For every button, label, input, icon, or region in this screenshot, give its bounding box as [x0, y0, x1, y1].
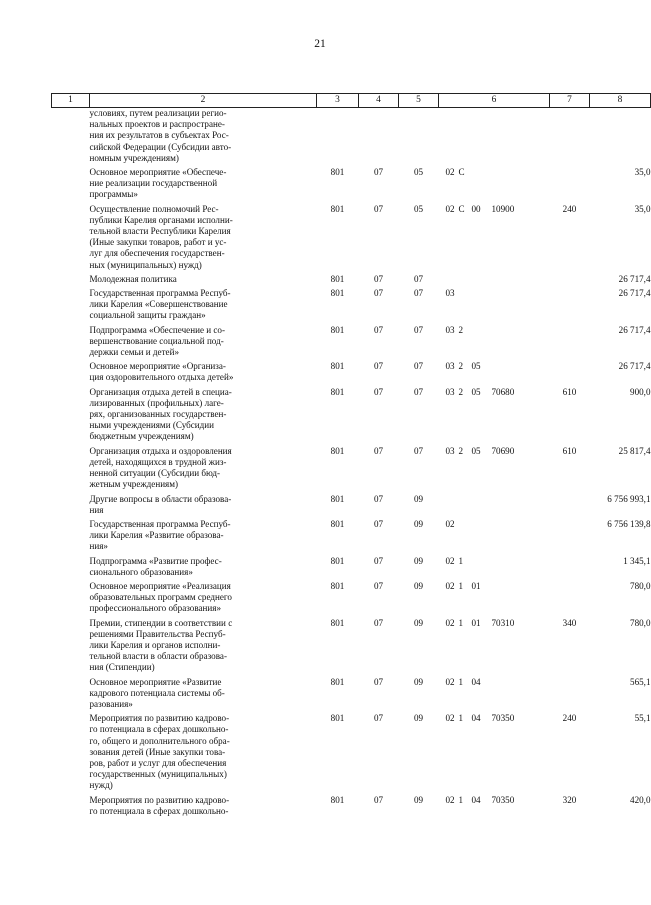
row-index-cell [52, 713, 90, 794]
csr-program: 02 [445, 580, 455, 591]
row-vr: 340 [562, 617, 577, 628]
row-name: Государственная программа Респуб- лики Карелия «Совершенствование социальной защиты граждан» [89, 288, 231, 321]
row-vr [550, 361, 590, 386]
csr-subprogram [459, 288, 472, 299]
row-sum: 35,0 [634, 203, 651, 214]
csr-code [439, 387, 550, 398]
table-row [52, 494, 651, 519]
table-row [52, 288, 651, 325]
budget-table [51, 93, 651, 820]
csr-measure: 04 [471, 713, 481, 724]
csr-measure: 00 [471, 203, 481, 214]
row-ved: 801 [330, 555, 345, 566]
csr-code [439, 204, 550, 215]
row-pr: 09 [413, 580, 424, 591]
row-sum: 6 756 139,8 [607, 518, 651, 529]
table-row [52, 387, 651, 446]
row-ved: 801 [330, 676, 345, 687]
csr-subprogram: 2 [458, 386, 464, 397]
csr-subprogram: 1 [458, 580, 464, 591]
row-sum: 6 756 993,1 [607, 493, 651, 504]
csr-code [439, 713, 550, 724]
table-row [52, 274, 651, 288]
row-ved [317, 108, 359, 168]
row-index-cell [52, 274, 90, 288]
table-row [52, 361, 651, 386]
row-rz: 07 [373, 386, 384, 397]
table-row [52, 167, 651, 204]
row-rz: 07 [373, 203, 384, 214]
csr-measure [472, 556, 492, 567]
table-row [52, 618, 651, 677]
row-csr [439, 581, 550, 618]
row-name: Мероприятия по развитию кадрово- го потенциала в сферах дошкольно- го, общего и дополнительного обра- зования детей (Иные закупки това- ров, работ и услуг для обеспечения государственных (муниципальных) нужд) [89, 713, 230, 791]
row-pr: 09 [413, 617, 424, 628]
row-sum: 26 717,4 [618, 361, 651, 372]
table-row [52, 795, 651, 820]
csr-code [439, 325, 550, 336]
row-csr [439, 677, 550, 714]
row-index-cell [52, 795, 90, 820]
table-row [52, 581, 651, 618]
row-ved: 801 [330, 617, 345, 628]
row-ved: 801 [330, 273, 345, 284]
csr-program: 03 [445, 324, 455, 335]
csr-program: 02 [445, 555, 455, 566]
row-rz: 07 [373, 676, 384, 687]
row-index-cell [52, 581, 90, 618]
row-sum: 35,0 [634, 167, 651, 178]
row-ved: 801 [330, 167, 345, 178]
row-rz: 07 [373, 493, 384, 504]
row-sum: 420,0 [630, 794, 651, 805]
csr-code [439, 446, 550, 457]
row-name: Основное мероприятие «Развитие кадрового потенциала системы об- разования» [89, 676, 225, 709]
csr-subprogram: С [458, 203, 465, 214]
row-ved: 801 [330, 713, 345, 724]
csr-subprogram: 1 [458, 713, 464, 724]
row-index-cell [52, 108, 90, 168]
csr-direction [492, 167, 526, 178]
csr-program: 02 [445, 676, 455, 687]
table-row [52, 677, 651, 714]
row-sum: 26 717,4 [618, 273, 651, 284]
row-ved: 801 [330, 288, 345, 299]
row-rz: 07 [373, 555, 384, 566]
row-rz: 07 [373, 288, 384, 299]
row-vr [550, 325, 590, 362]
csr-code [439, 795, 550, 806]
row-ved: 801 [330, 580, 345, 591]
csr-direction: 70310 [491, 617, 515, 628]
csr-subprogram [459, 519, 472, 530]
row-name: условиях, путем реализации регио- нальных проектов и распростране- ния их результатов в субъектах Рос- сийской Федерации (Субсидии авто- номным учреждениям) [89, 108, 232, 163]
csr-measure: 04 [471, 676, 481, 687]
row-rz: 07 [373, 794, 384, 805]
table-row [52, 556, 651, 581]
csr-program: 03 [445, 445, 455, 456]
table-body [52, 108, 651, 820]
row-name: Молодежная политика [89, 273, 177, 284]
row-pr: 09 [413, 794, 424, 805]
csr-subprogram: С [458, 167, 465, 178]
row-csr [439, 108, 550, 168]
row-vr: 610 [562, 445, 577, 456]
row-index-cell [52, 446, 90, 494]
row-pr: 09 [413, 676, 424, 687]
row-rz: 07 [373, 273, 384, 284]
csr-direction: 10900 [491, 203, 515, 214]
row-index-cell [52, 519, 90, 556]
row-pr: 07 [413, 361, 424, 372]
csr-code [439, 677, 550, 688]
csr-subprogram: 1 [458, 794, 464, 805]
csr-measure [472, 288, 492, 299]
row-pr: 07 [413, 445, 424, 456]
table-row [52, 446, 651, 494]
row-pr: 07 [413, 288, 424, 299]
csr-program: 02 [445, 167, 455, 178]
row-index-cell [52, 494, 90, 519]
row-ved: 801 [330, 324, 345, 335]
row-csr [439, 274, 550, 288]
row-index-cell [52, 361, 90, 386]
csr-code [439, 288, 550, 299]
row-ved: 801 [330, 794, 345, 805]
csr-subprogram: 1 [458, 617, 464, 628]
csr-measure: 05 [471, 361, 481, 372]
row-csr [439, 387, 550, 446]
row-vr [550, 581, 590, 618]
row-pr: 09 [413, 713, 424, 724]
row-pr: 09 [413, 518, 424, 529]
csr-measure: 05 [471, 445, 481, 456]
row-sum: 26 717,4 [618, 324, 651, 335]
header-col-6: 6 [439, 94, 550, 108]
csr-subprogram: 2 [458, 324, 464, 335]
row-index-cell [52, 325, 90, 362]
csr-direction [492, 325, 526, 336]
row-name: Основное мероприятие «Обеспече- ние реализации государственной программы» [89, 167, 227, 200]
row-vr [550, 677, 590, 714]
table-row [52, 519, 651, 556]
row-name: Подпрограмма «Обеспечение и со- вершенствование социальной под- держки семьи и детей» [89, 324, 226, 358]
table-header-row [52, 94, 651, 108]
csr-measure: 01 [471, 580, 481, 591]
csr-direction [492, 288, 526, 299]
row-csr [439, 167, 550, 204]
row-name: Организация отдыха и оздоровления детей, находящихся в трудной жиз- ненной ситуации (Субсидии бюд- жетным учреждениям) [89, 445, 232, 490]
row-pr: 07 [413, 273, 424, 284]
csr-program: 02 [445, 794, 455, 805]
row-csr [439, 446, 550, 494]
row-vr [550, 556, 590, 581]
row-pr: 09 [413, 555, 424, 566]
row-rz: 07 [373, 580, 384, 591]
csr-subprogram: 2 [458, 445, 464, 456]
row-sum [590, 108, 651, 168]
row-pr [399, 108, 439, 168]
csr-program: 02 [445, 617, 455, 628]
row-ved: 801 [330, 203, 345, 214]
row-ved: 801 [330, 493, 345, 504]
row-csr [439, 361, 550, 386]
row-vr: 320 [562, 794, 577, 805]
header-col-5: 5 [399, 94, 439, 108]
row-vr [550, 274, 590, 288]
table-row [52, 204, 651, 274]
row-name: Подпрограмма «Развитие профес- сионального образования» [89, 555, 222, 577]
row-name: Премии, стипендии в соответствии с решениями Правительства Респуб- лики Карелия и органов исполни- тельной власти в области образова- ния (Стипендии) [89, 617, 233, 673]
header-col-1: 1 [52, 94, 90, 108]
row-sum: 780,0 [630, 617, 651, 628]
csr-direction [492, 677, 526, 688]
row-name: Основное мероприятие «Реализация образовательных программ среднего профессионального образования» [89, 580, 232, 614]
row-csr [439, 204, 550, 274]
csr-code [439, 581, 550, 592]
row-name: Осуществление полномочий Рес- публики Карелия органами исполни- тельной власти Республики Карелия (Иные закупки товаров, работ и ус- луг для обеспечения государствен- ных (муниципальных) нужд) [89, 203, 233, 270]
header-col-7: 7 [550, 94, 590, 108]
row-vr [550, 288, 590, 325]
row-sum: 25 817,4 [618, 445, 651, 456]
csr-code [439, 167, 550, 178]
row-ved: 801 [330, 518, 345, 529]
row-index-cell [52, 556, 90, 581]
row-vr [550, 167, 590, 204]
header-col-8: 8 [590, 94, 651, 108]
row-name: Мероприятия по развитию кадрово- го потенциала в сферах дошкольно- [89, 794, 230, 816]
csr-direction [492, 556, 526, 567]
csr-direction: 70350 [491, 713, 515, 724]
row-sum: 55,1 [634, 713, 651, 724]
csr-code [439, 618, 550, 629]
row-index-cell [52, 387, 90, 446]
row-name: Основное мероприятие «Организа- ция оздоровительного отдыха детей» [89, 361, 234, 383]
row-ved: 801 [330, 445, 345, 456]
table-row [52, 713, 651, 794]
row-vr: 240 [562, 713, 577, 724]
csr-subprogram: 1 [458, 555, 464, 566]
csr-program: 03 [445, 386, 455, 397]
row-vr: 240 [562, 203, 577, 214]
csr-measure [472, 519, 492, 530]
row-pr: 09 [413, 493, 424, 504]
csr-measure: 05 [471, 386, 481, 397]
csr-measure [472, 167, 492, 178]
table-row [52, 325, 651, 362]
row-csr [439, 494, 550, 519]
row-sum: 26 717,4 [618, 288, 651, 299]
csr-direction: 70680 [491, 386, 515, 397]
csr-measure: 01 [471, 617, 481, 628]
csr-direction: 70690 [491, 445, 515, 456]
row-sum: 565,1 [630, 676, 651, 687]
row-rz: 07 [373, 445, 384, 456]
page-number: 21 [314, 38, 326, 50]
csr-measure: 04 [471, 794, 481, 805]
row-rz: 07 [373, 361, 384, 372]
csr-direction [492, 519, 526, 530]
csr-direction [492, 361, 526, 372]
row-index-cell [52, 167, 90, 204]
row-rz: 07 [373, 713, 384, 724]
row-name: Государственная программа Респуб- лики Карелия «Развитие образова- ния» [89, 518, 231, 552]
row-csr [439, 618, 550, 677]
row-pr: 07 [413, 386, 424, 397]
row-vr [550, 519, 590, 556]
csr-subprogram: 1 [458, 676, 464, 687]
csr-code [439, 361, 550, 372]
row-vr: 610 [562, 386, 577, 397]
csr-code [439, 519, 550, 530]
row-csr [439, 556, 550, 581]
csr-code [439, 556, 550, 567]
csr-measure [472, 325, 492, 336]
row-index-cell [52, 677, 90, 714]
header-col-3: 3 [317, 94, 359, 108]
header-col-4: 4 [359, 94, 399, 108]
csr-program: 03 [445, 361, 455, 372]
csr-subprogram: 2 [458, 361, 464, 372]
row-rz: 07 [373, 617, 384, 628]
row-rz: 07 [373, 167, 384, 178]
csr-program: 02 [445, 203, 455, 214]
row-rz [359, 108, 399, 168]
row-ved: 801 [330, 386, 345, 397]
row-csr [439, 325, 550, 362]
row-rz: 07 [373, 324, 384, 335]
csr-direction [492, 581, 526, 592]
row-csr [439, 713, 550, 794]
row-index-cell [52, 288, 90, 325]
row-name: Организация отдыха детей в специа- лизированных (профильных) лаге- рях, организованных государствен- ными учреждениями (Субсидии бюджетным учреждениям) [89, 386, 232, 442]
row-csr [439, 519, 550, 556]
table-row [52, 108, 651, 168]
row-vr [550, 108, 590, 168]
row-csr [439, 795, 550, 820]
csr-program: 02 [445, 713, 455, 724]
csr-program: 02 [445, 518, 455, 529]
row-rz: 07 [373, 518, 384, 529]
row-index-cell [52, 204, 90, 274]
row-ved: 801 [330, 361, 345, 372]
header-col-2: 2 [90, 94, 317, 108]
row-name: Другие вопросы в области образова- ния [89, 493, 232, 515]
csr-program: 03 [445, 288, 455, 299]
row-index-cell [52, 618, 90, 677]
row-pr: 07 [413, 324, 424, 335]
row-sum: 900,0 [630, 386, 651, 397]
row-pr: 05 [413, 167, 424, 178]
row-sum: 1 345,1 [623, 555, 651, 566]
row-vr [550, 494, 590, 519]
row-pr: 05 [413, 203, 424, 214]
row-csr [439, 288, 550, 325]
csr-direction: 70350 [491, 794, 515, 805]
row-sum: 780,0 [630, 580, 651, 591]
